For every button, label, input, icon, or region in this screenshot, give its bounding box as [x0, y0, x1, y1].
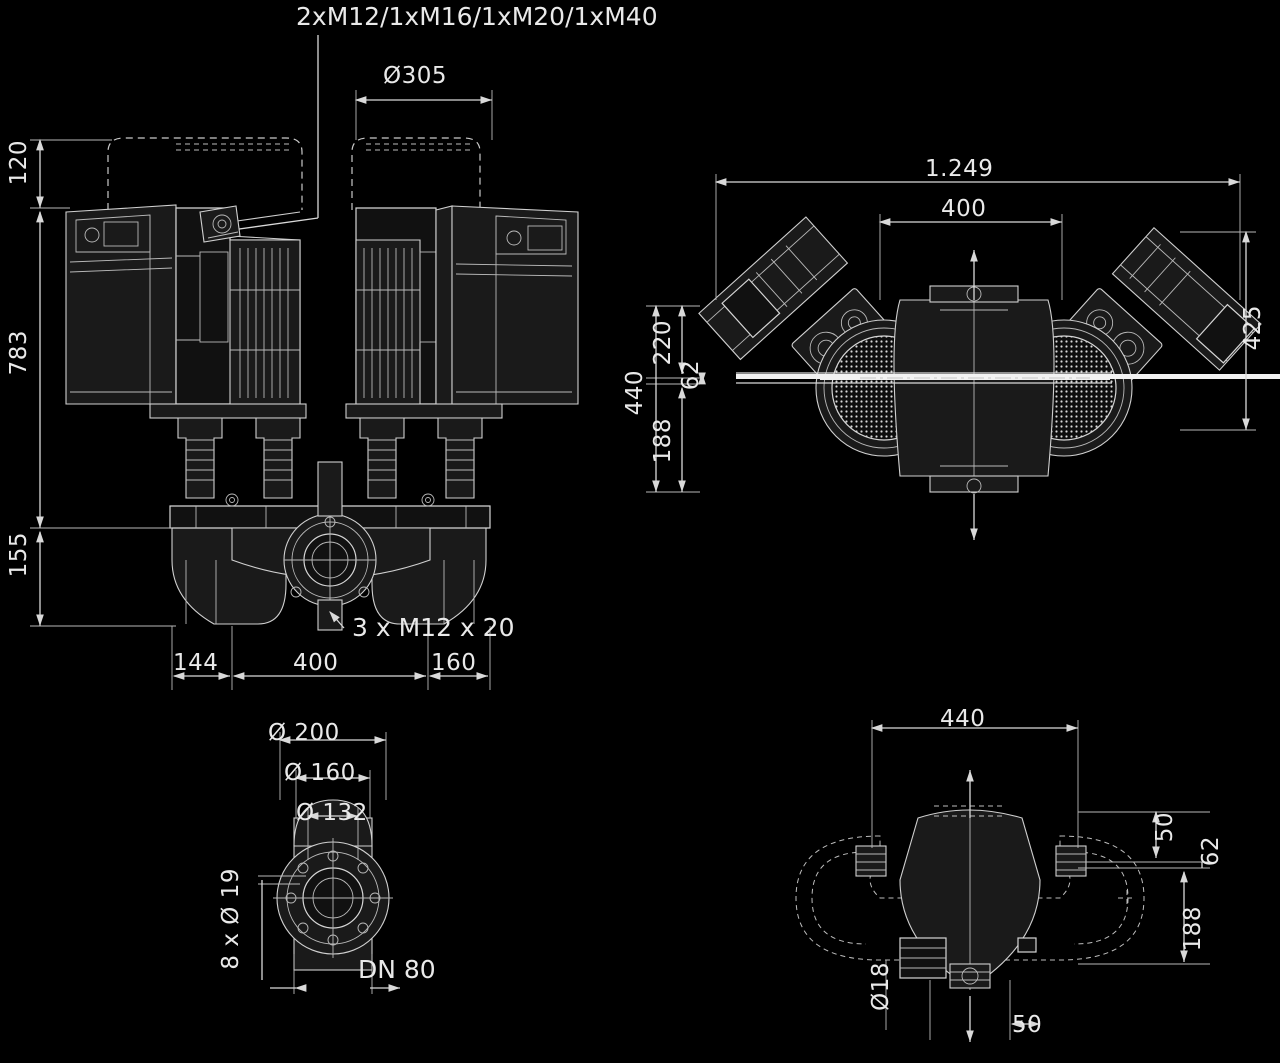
dim-flange-inner: Ø 132 — [296, 800, 368, 826]
fastener-note: 2xM12/1xM16/1xM20/1xM40 — [296, 2, 658, 31]
dim-hole-note: 8 x Ø 19 — [218, 868, 244, 970]
dim-base-offset: 62 — [1198, 836, 1224, 867]
dim-base-top-offset: 50 — [1152, 812, 1178, 843]
dim-upper-depth: 220 — [650, 320, 676, 366]
dim-overall-width: 1.249 — [925, 156, 994, 182]
dim-base-width: 440 — [940, 706, 986, 732]
dim-base-height: 155 — [6, 532, 32, 578]
dim-flange-outer: Ø 200 — [268, 720, 340, 746]
front-view — [30, 35, 578, 690]
dim-nominal-size: DN 80 — [358, 955, 436, 984]
base-plan-view — [796, 720, 1210, 1042]
dim-base-hole-dia: Ø18 — [868, 962, 894, 1011]
dim-height-right: 425 — [1240, 305, 1266, 351]
dim-lower-depth: 188 — [650, 418, 676, 464]
dim-offset-top: 62 — [678, 360, 704, 391]
dim-center-span-front: 400 — [293, 650, 339, 676]
dim-cap-dia: Ø305 — [383, 63, 448, 89]
dim-foot-right: 160 — [431, 650, 477, 676]
dim-base-bottom-offset: 50 — [1012, 1012, 1043, 1038]
dim-base-depth: 188 — [1180, 906, 1206, 952]
dim-foot-left: 144 — [173, 650, 219, 676]
dim-body-height: 783 — [6, 330, 32, 376]
dim-total-depth: 440 — [622, 370, 648, 416]
bolt-note: 3 x M12 x 20 — [352, 613, 515, 642]
dim-flange-bolt-circle: Ø 160 — [284, 760, 356, 786]
top-view — [646, 174, 1280, 540]
dim-center-span-top: 400 — [941, 196, 987, 222]
dim-top-height: 120 — [6, 140, 32, 186]
